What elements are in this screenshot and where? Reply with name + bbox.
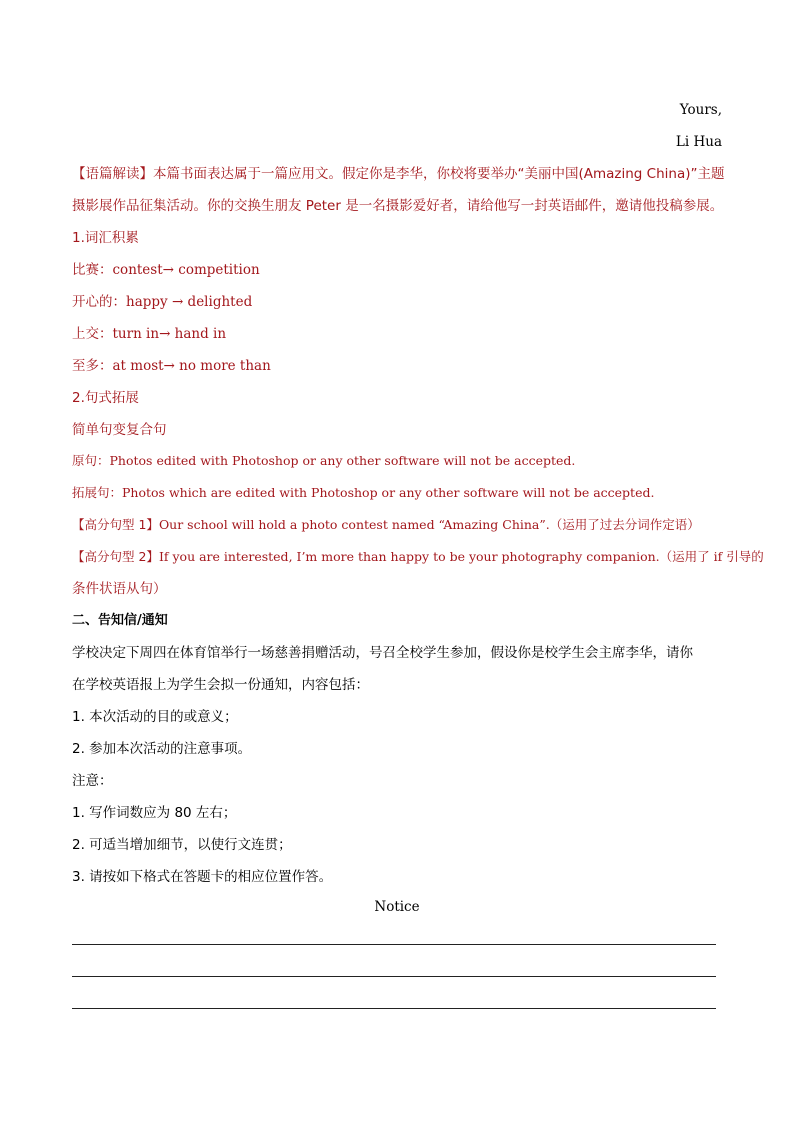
original-sentence bbox=[72, 451, 722, 471]
vocab-heading: 1.词汇积累 bbox=[72, 230, 139, 246]
vocab-item bbox=[72, 356, 722, 376]
high2-text: If you are interested, I’m more than happy to be your photography companion.（运用了 if 引导的 bbox=[158, 549, 764, 564]
sentences-heading: 2.句式拓展 bbox=[72, 390, 139, 406]
expanded-text: Photos which are edited with Photoshop or any other software will not be accepted. bbox=[122, 485, 655, 500]
sentences-subheading: 简单句变复合句 bbox=[72, 422, 167, 438]
closing-name: Li Hua bbox=[675, 134, 722, 150]
notice-section-heading: 二、告知信/通知 bbox=[72, 613, 168, 628]
high1-text: Our school will hold a photo contest named “Amazing China”.（运用了过去分词作定语） bbox=[158, 517, 700, 532]
high2-label: 【高分句型 2】 bbox=[72, 549, 159, 564]
note-item: 1. 写作词数应为 80 左右； bbox=[72, 805, 237, 821]
vocab-en: at most→ no more than bbox=[112, 358, 271, 374]
closing-yours: Yours, bbox=[679, 102, 722, 118]
vocab-en: contest→ competition bbox=[112, 262, 260, 278]
high-score-sentence-2 bbox=[72, 547, 764, 567]
prompt-line-2: 在学校英语报上为学生会拟一份通知，内容包括： bbox=[72, 677, 369, 693]
analysis-label: 【语篇解读】 bbox=[72, 166, 153, 182]
analysis-line-1 bbox=[72, 164, 725, 184]
analysis-line-2: 摄影展作品征集活动。你的交换生朋友 Peter 是一名摄影爱好者，请给他写一封英语邮件，邀请他投稿参展。 bbox=[72, 198, 724, 214]
vocab-en: happy → delighted bbox=[126, 294, 253, 310]
vocab-cn: 比赛： bbox=[72, 262, 113, 278]
original-text: Photos edited with Photoshop or any other software will not be accepted. bbox=[109, 453, 576, 468]
prompt-point: 1. 本次活动的目的或意义； bbox=[72, 709, 238, 725]
high-score-sentence-2-cont: 条件状语从句） bbox=[72, 581, 167, 597]
expanded-sentence bbox=[72, 483, 722, 503]
high-score-sentence-1 bbox=[72, 515, 722, 535]
notice-title: Notice bbox=[374, 899, 420, 915]
vocab-cn: 上交： bbox=[72, 326, 113, 342]
answer-line bbox=[72, 976, 716, 977]
expanded-label: 拓展句： bbox=[72, 485, 123, 500]
prompt-line-1: 学校决定下周四在体育馆举行一场慈善捐赠活动，号召全校学生参加，假设你是校学生会主席李华，请你 bbox=[72, 645, 693, 661]
vocab-item bbox=[72, 292, 722, 312]
high1-label: 【高分句型 1】 bbox=[72, 517, 159, 532]
vocab-en: turn in→ hand in bbox=[112, 326, 227, 342]
document-page bbox=[72, 0, 764, 1123]
note-item: 2. 可适当增加细节，以使行文连贯； bbox=[72, 837, 292, 853]
vocab-item bbox=[72, 260, 722, 280]
vocab-cn: 开心的： bbox=[72, 294, 126, 310]
note-item: 3. 请按如下格式在答题卡的相应位置作答。 bbox=[72, 869, 333, 885]
original-label: 原句： bbox=[72, 453, 110, 468]
answer-line bbox=[72, 944, 716, 945]
vocab-cn: 至多： bbox=[72, 358, 113, 374]
note-label: 注意： bbox=[72, 773, 113, 789]
prompt-point: 2. 参加本次活动的注意事项。 bbox=[72, 741, 252, 757]
vocab-item bbox=[72, 324, 722, 344]
analysis-text-1: 本篇书面表达属于一篇应用文。假定你是李华，你校将要举办“美丽中国(Amazing China)”主题 bbox=[153, 166, 725, 182]
answer-line bbox=[72, 1008, 716, 1009]
